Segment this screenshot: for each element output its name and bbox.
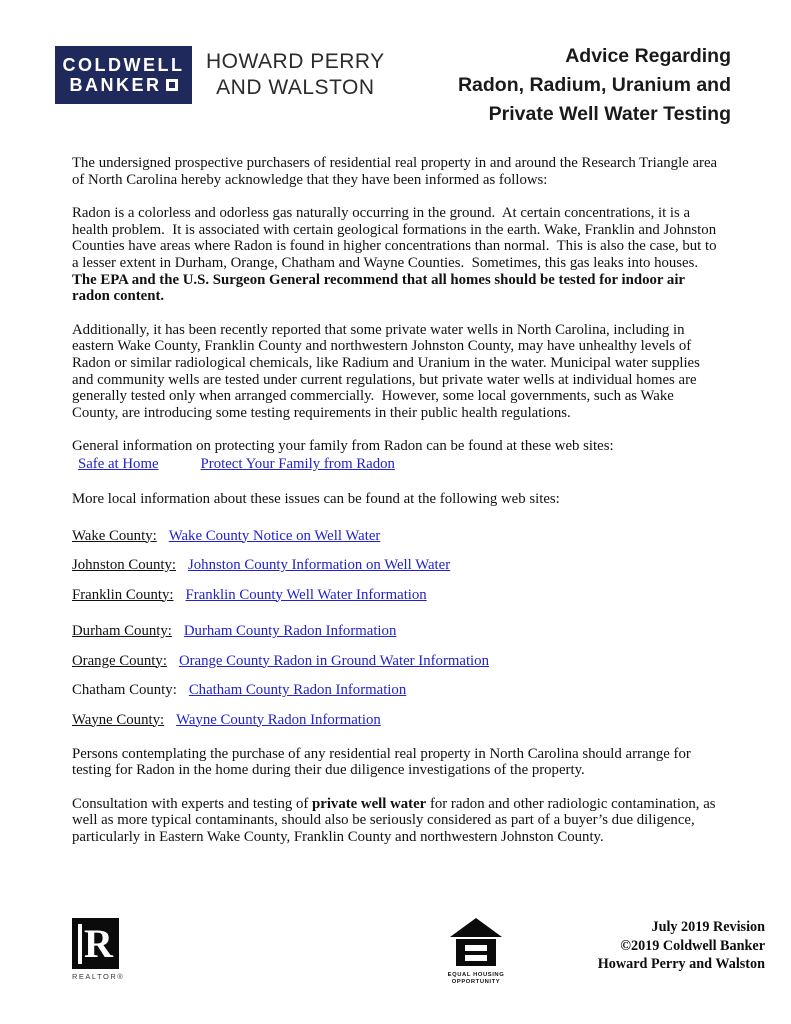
county-label: Wayne County: [72,711,165,728]
bold-text-segment: The EPA and the U.S. Surgeon General recommend that all homes should be tested for indoor air radon content. [72,271,689,305]
text-segment: The undersigned prospective purchasers of residential real property in and around the Research Triangle area of North Carolina hereby acknowledge that they have been informed as follows: [72,155,721,188]
county-label: Johnston County: [72,557,177,573]
copyright-company: Howard Perry and Walston [597,956,765,972]
revision-block [560,918,765,974]
coldwell-banker-logo [55,46,192,104]
county-link-row [72,623,721,640]
equal-housing-logo [444,918,508,986]
county-label: Franklin County: [72,586,174,603]
text-segment: Radon is a colorless and odorless gas naturally occurring in the ground. At certain concentrations, it is a health problem. It is associated with certain geological formations in the earth. Wake, Franklin and Johnston Counties have areas where Radon is found in higher concentrations than normal. This is also the case, but to a lesser extent in Durham, Orange, Chatham and Wayne Counties. Sometimes, this gas leaks into houses. [72,205,721,271]
realtor-caption: REALTOR® [72,972,125,981]
county-link-row [72,682,721,699]
company-name [206,49,385,101]
county-label: Chatham County: [72,682,177,698]
county-link[interactable]: Franklin County Well Water Information [185,586,427,603]
county-group-divider [72,616,721,623]
county-link[interactable]: Durham County Radon Information [183,623,397,639]
county-links-group-1 [72,528,721,604]
paragraph-acknowledgement [72,155,721,188]
equal-housing-caption: EQUAL HOUSING OPPORTUNITY [447,972,505,985]
county-link[interactable]: Johnston County Information on Well Water [188,557,451,573]
radon-links-row [72,456,721,473]
realtor-r-icon: R [72,918,119,969]
county-link[interactable]: Chatham County Radon Information [188,682,407,698]
paragraph-consultation [72,796,721,846]
radon-info-link[interactable]: Safe at Home [78,455,159,472]
local-info-intro: More local information about these issues can be found at the following web sites: [72,490,560,507]
title-line-1: Advice Regarding [565,45,731,67]
county-label: Orange County: [72,652,167,669]
paragraph-persons-contemplating [72,746,721,779]
brand-name-line1: COLDWELL [62,55,185,75]
county-label: Wake County: [72,527,157,544]
document-header [55,46,731,129]
copyright-line: ©2019 Coldwell Banker [620,937,765,954]
equal-housing-icon [448,918,504,966]
realtor-logo [72,918,132,981]
county-label: Durham County: [72,623,172,639]
title-line-2: Radon, Radium, Uranium and [457,74,731,96]
county-links-group-2 [72,623,721,729]
county-link-row [72,587,721,604]
brand-logo-group [55,46,385,104]
county-link-row [72,557,721,574]
county-link-row [72,528,721,545]
county-link-row [72,653,721,670]
document-body [72,155,721,862]
paragraph-radon-info [72,205,721,305]
radon-info-link[interactable]: Protect Your Family from Radon [200,455,395,472]
document-title [458,42,731,129]
text-segment: for radon and other radiologic contamination, as well as more typical contaminants, should also be seriously considered as part of a buyer’s due diligence, particularly in Eastern Wake County, Franklin County and northwestern Johnston County. [72,795,720,845]
company-name-line1: HOWARD PERRY [206,50,385,73]
text-segment: Consultation with experts and testing of [72,795,313,812]
document-footer [72,918,765,986]
brand-mark-square-icon [166,79,178,91]
brand-name-line2-text: BANKER [69,75,162,95]
brand-name-line2 [69,75,177,95]
county-link[interactable]: Orange County Radon in Ground Water Information [178,652,489,669]
county-link[interactable]: Wake County Notice on Well Water [168,527,381,544]
revision-date: July 2019 Revision [651,919,765,935]
text-segment: Persons contemplating the purchase of any residential real property in North Carolina should arrange for testing for Radon in the home during their due diligence investigations of the property. [72,745,695,779]
county-link-row [72,712,721,729]
county-link[interactable]: Wayne County Radon Information [176,711,381,728]
text-segment: Additionally, it has been recently reported that some private water wells in North Carolina, including in eastern Wake County, Franklin County and northwestern Johnston County, may have unhealthy levels of Radon or similar radiological chemicals, like Radium and Uranium in the water. Municipal water supplies and community wells are tested under current regulations, but private water wells at individual homes are generally tested only when arranged commercially. However, some local governments, such as Wake County, are introducing some testing requirements in their public health regulations. [72,321,704,421]
paragraph-well-water-info [72,322,721,422]
title-line-3: Private Well Water Testing [488,103,731,125]
bold-text-segment: private well water [312,795,427,812]
company-name-line2: AND WALSTON [216,76,375,99]
radon-links-intro: General information on protecting your family from Radon can be found at these web sites: [72,438,614,455]
